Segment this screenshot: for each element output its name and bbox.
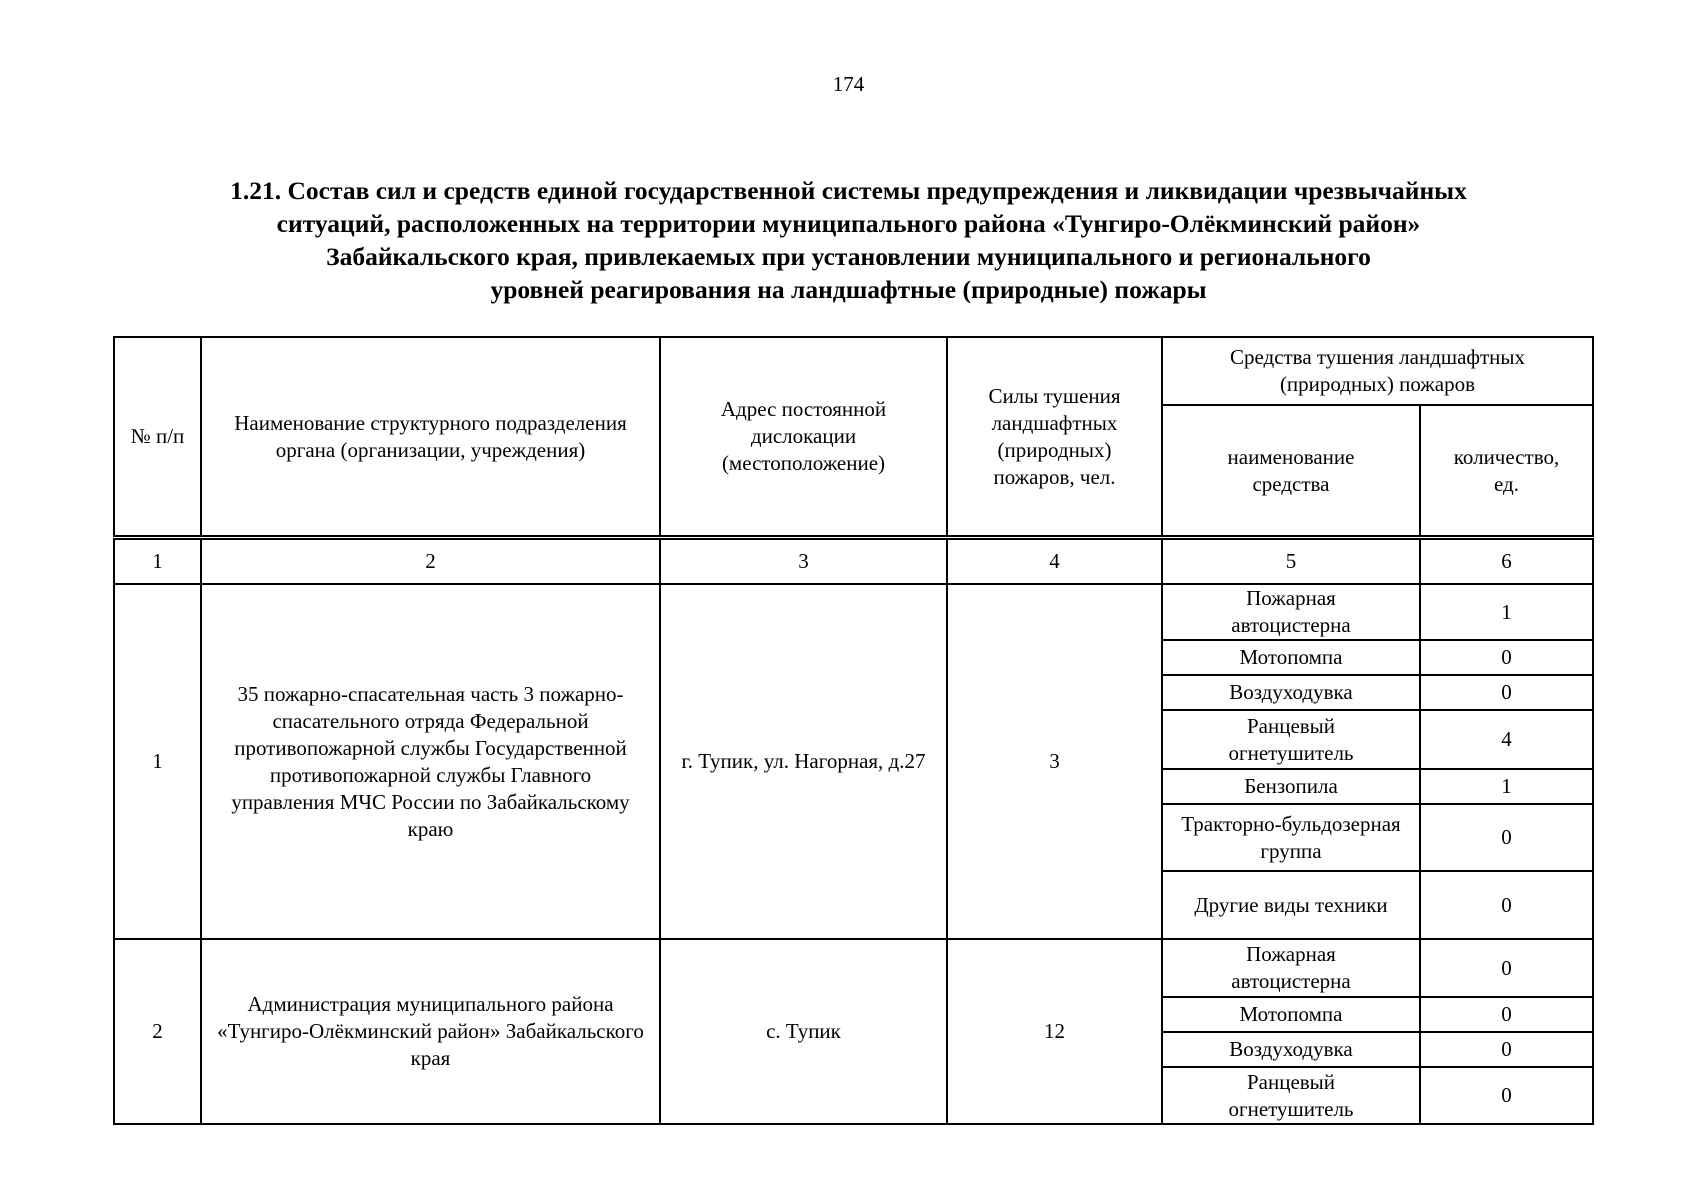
equipment-name: Мотопомпа [1162, 997, 1420, 1032]
table-row [114, 584, 1593, 640]
row-forces: 12 [947, 939, 1162, 1124]
equipment-name: Пожарная автоцистерна [1162, 584, 1420, 640]
header-address: Адрес постоянной дислокации (местоположение) [660, 337, 947, 536]
table-header [113, 336, 1594, 537]
title-line: ситуаций, расположенных на территории муниципального района «Тунгиро-Олёкминский район» [276, 209, 1421, 238]
equipment-quantity: 0 [1420, 871, 1593, 939]
equipment-name: Мотопомпа [1162, 640, 1420, 675]
row-number: 2 [114, 939, 201, 1124]
column-numbers-row [114, 539, 1593, 584]
row-number: 1 [114, 584, 201, 939]
column-number: 3 [660, 539, 947, 584]
column-number: 5 [1162, 539, 1420, 584]
document-title [100, 174, 1597, 306]
equipment-name: Бензопила [1162, 769, 1420, 804]
header-means-group: Средства тушения ландшафтных (природных) пожаров [1162, 337, 1593, 405]
equipment-name: Другие виды техники [1162, 871, 1420, 939]
header-forces: Силы тушения ландшафтных (природных) пожаров, чел. [947, 337, 1162, 536]
table-body [113, 538, 1594, 1125]
title-line: 1.21. Состав сил и средств единой государственной системы предупреждения и ликвидации чрезвычайных [230, 176, 1467, 205]
equipment-quantity: 0 [1420, 1032, 1593, 1067]
equipment-quantity: 0 [1420, 939, 1593, 997]
equipment-name: Пожарная автоцистерна [1162, 939, 1420, 997]
page-number: 174 [832, 72, 865, 96]
equipment-quantity: 0 [1420, 640, 1593, 675]
column-number: 6 [1420, 539, 1593, 584]
equipment-name: Воздуходувка [1162, 675, 1420, 710]
row-organization-name: Администрация муниципального района «Тунгиро-Олёкминский район» Забайкальского края [201, 939, 660, 1124]
header-organization-name: Наименование структурного подразделения органа (организации, учреждения) [201, 337, 660, 536]
title-line: Забайкальского края, привлекаемых при установлении муниципального и регионального [326, 242, 1371, 271]
column-number: 2 [201, 539, 660, 584]
equipment-quantity: 0 [1420, 1067, 1593, 1124]
row-organization-name: 35 пожарно-спасательная часть 3 пожарно-спасательного отряда Федеральной противопожарной службы Государственной противопожарной службы Главного управления МЧС России по Забайкальскому краю [201, 584, 660, 939]
equipment-name: Тракторно-бульдозерная группа [1162, 804, 1420, 871]
equipment-quantity: 4 [1420, 710, 1593, 769]
header-quantity: количество, ед. [1420, 405, 1593, 536]
equipment-name: Ранцевый огнетушитель [1162, 710, 1420, 769]
equipment-name: Воздуходувка [1162, 1032, 1420, 1067]
title-line: уровней реагирования на ландшафтные (природные) пожары [490, 275, 1207, 304]
equipment-quantity: 0 [1420, 675, 1593, 710]
header-means-name: наименование средства [1162, 405, 1420, 536]
row-address: с. Тупик [660, 939, 947, 1124]
column-number: 4 [947, 539, 1162, 584]
row-address: г. Тупик, ул. Нагорная, д.27 [660, 584, 947, 939]
equipment-quantity: 1 [1420, 584, 1593, 640]
header-number: № п/п [114, 337, 201, 536]
equipment-quantity: 1 [1420, 769, 1593, 804]
column-number: 1 [114, 539, 201, 584]
equipment-quantity: 0 [1420, 804, 1593, 871]
equipment-name: Ранцевый огнетушитель [1162, 1067, 1420, 1124]
equipment-quantity: 0 [1420, 997, 1593, 1032]
row-forces: 3 [947, 584, 1162, 939]
table-row [114, 939, 1593, 997]
